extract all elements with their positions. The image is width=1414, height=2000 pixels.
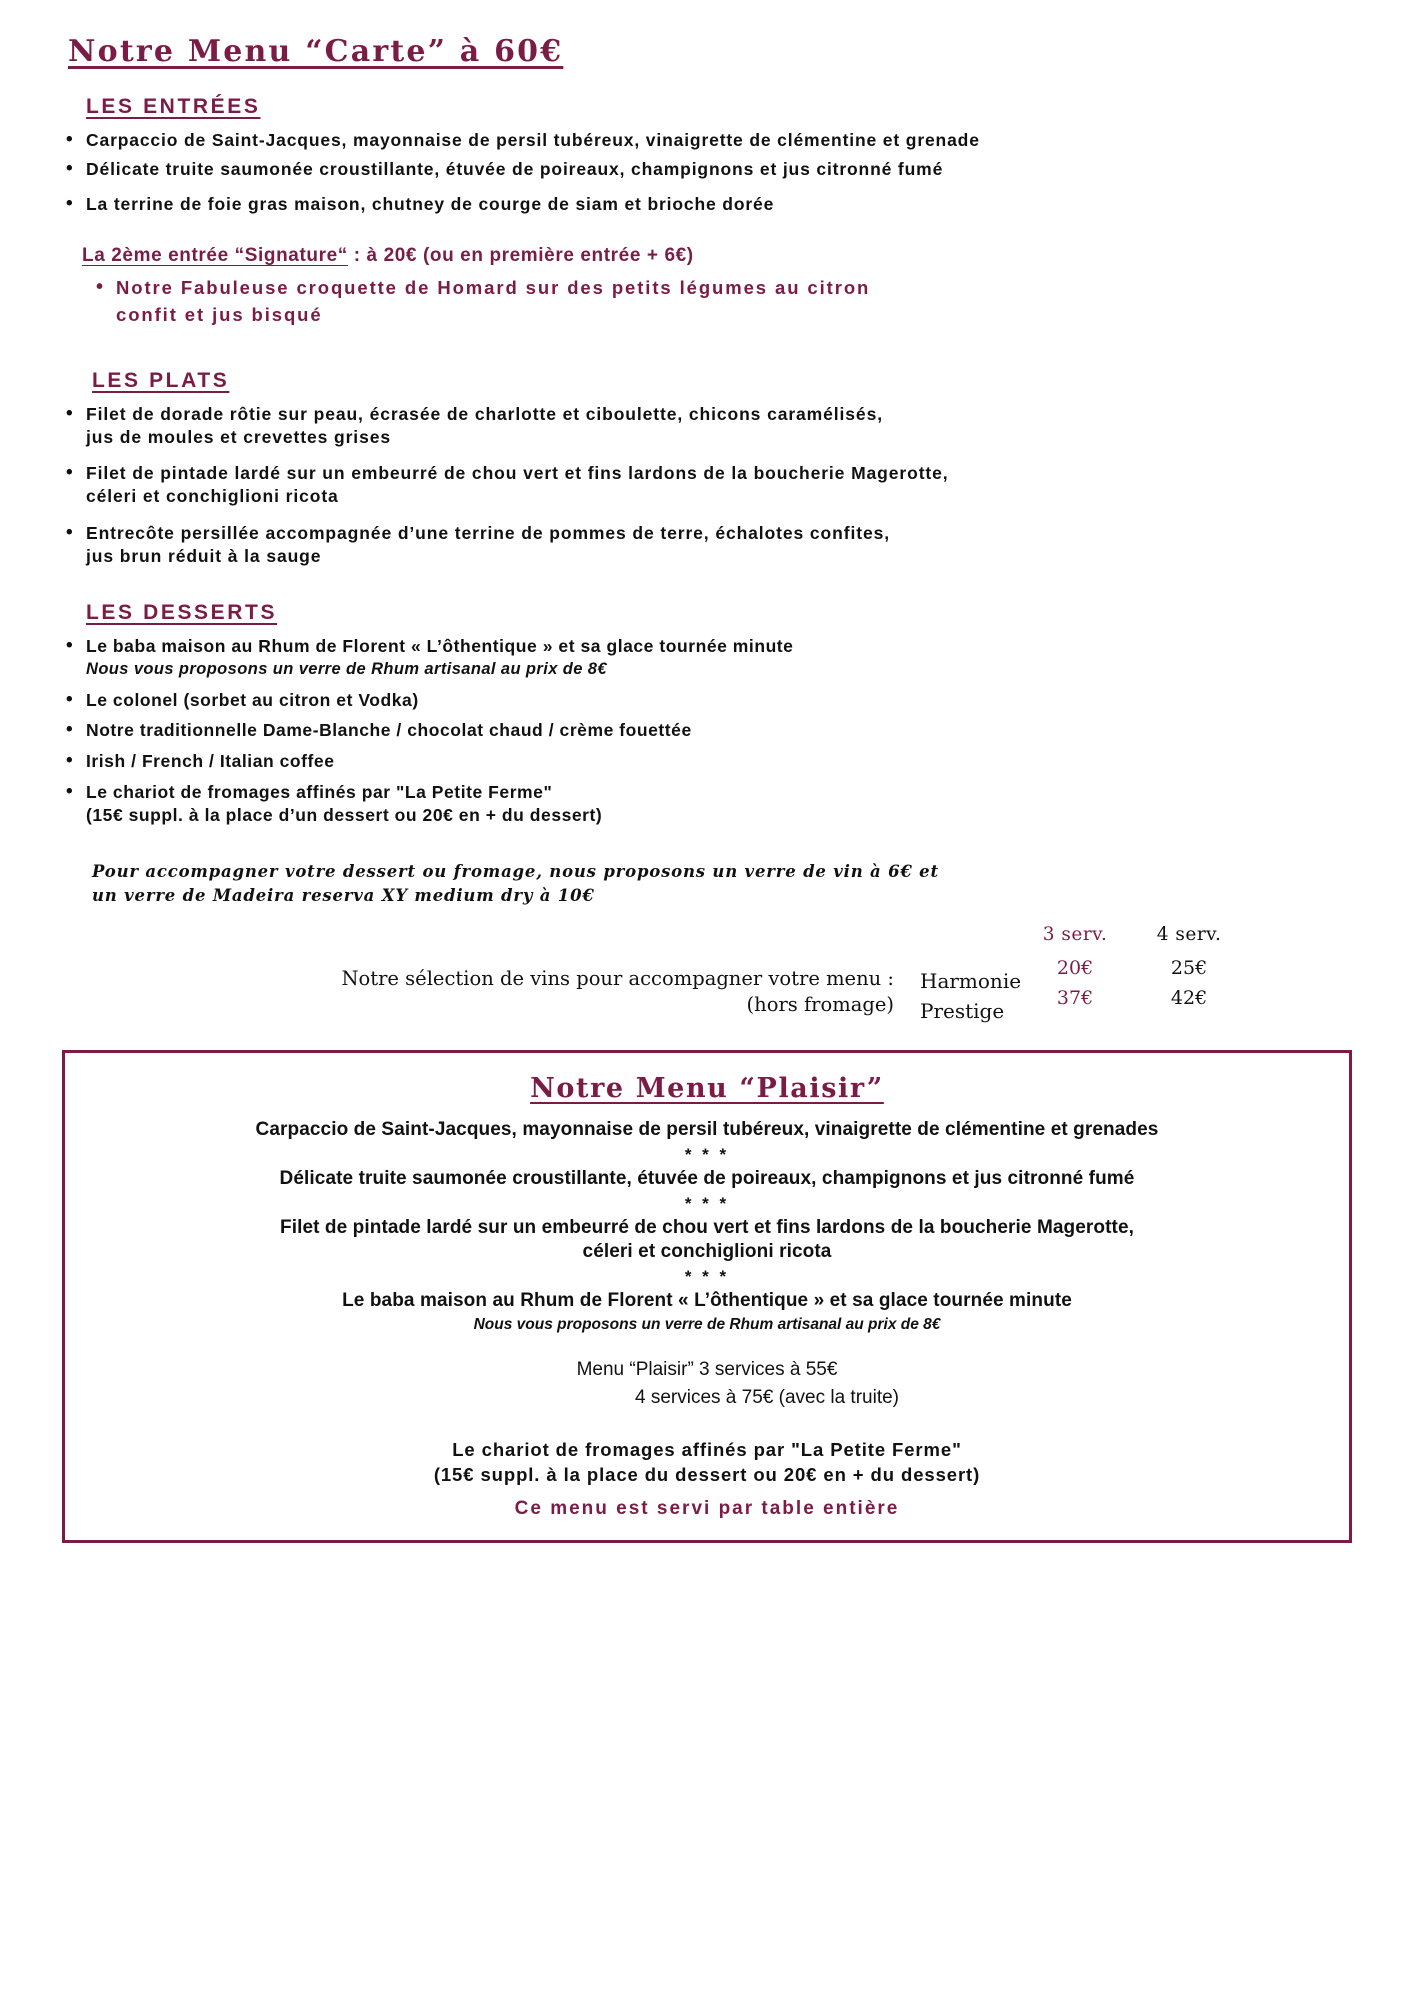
section-title-plats: LES PLATS <box>92 368 230 392</box>
plaisir-cheese-line-2: (15€ suppl. à la place du dessert ou 20€ en + du dessert) <box>433 1464 981 1486</box>
wine-row-name: Prestige <box>920 999 1005 1024</box>
plaisir-price-line-1: Menu “Plaisir” 3 services à 55€ <box>576 1358 838 1380</box>
plaisir-item: Délicate truite saumonée croustillante, étuvée de poireaux, champignons et jus citronné fumé <box>279 1167 1135 1189</box>
page-title: Notre Menu “Carte” à 60€ <box>68 34 564 69</box>
list-item: • La terrine de foie gras maison, chutney de courge de siam et brioche dorée <box>56 193 1380 216</box>
dessert-line-1: • Le baba maison au Rhum de Florent « L’ôthentique » et sa glace tournée minute <box>86 636 794 657</box>
plat-line-1: • Filet de pintade lardé sur un embeurré de chou vert et fins lardons de la boucherie Magerotte, <box>86 463 949 484</box>
column-header: 4 serv. <box>1156 924 1222 946</box>
plat-line-2: jus brun réduit à la sauge <box>86 545 322 566</box>
plaisir-served-note: Ce menu est servi par table entière <box>514 1498 900 1520</box>
plaisir-item: Filet de pintade lardé sur un embeurré de chou vert et fins lardons de la boucherie Magerotte, <box>279 1216 1135 1238</box>
signature-line-1: • Notre Fabuleuse croquette de Homard sur des petits légumes au citron <box>116 277 871 299</box>
list-item <box>56 462 1380 508</box>
plaisir-cheese-line-1: Le chariot de fromages affinés par "La Petite Ferme" <box>452 1438 962 1460</box>
signature-heading <box>82 245 1380 267</box>
list-item: • Carpaccio de Saint-Jacques, mayonnaise de persil tubéreux, vinaigrette de clémentine et grenade <box>56 129 1380 152</box>
plaisir-price-line-2: 4 services à 75€ (avec la truite) <box>634 1387 899 1409</box>
signature-line-2: confit et jus bisqué <box>116 304 323 326</box>
list-item <box>56 403 1380 449</box>
dessert-line-2: (15€ suppl. à la place d’un dessert ou 20€ en + du dessert) <box>86 804 603 825</box>
plat-line-2: jus de moules et crevettes grises <box>86 426 391 447</box>
list-item: • Le colonel (sorbet au citron et Vodka) <box>56 689 1380 712</box>
list-item <box>56 781 1380 827</box>
signature-list <box>34 275 1380 329</box>
entrees-list <box>34 129 1380 215</box>
plat-line-1: • Filet de dorade rôtie sur peau, écrasée de charlotte et ciboulette, chicons caramélisés, <box>86 403 883 424</box>
plat-line-1: • Entrecôte persillée accompagnée d’une terrine de pommes de terre, échalotes confites, <box>86 522 890 543</box>
wine-price: 37€ <box>1056 987 1094 1010</box>
separator-stars: * * * <box>684 1144 730 1164</box>
wine-note <box>92 860 1380 908</box>
list-item <box>56 522 1380 568</box>
wine-note-line-2: un verre de Madeira reserva XY medium dry à 10€ <box>92 886 595 906</box>
plaisir-item: Le baba maison au Rhum de Florent « L’ôthentique » et sa glace tournée minute <box>342 1289 1072 1311</box>
menu-plaisir-box <box>62 1050 1352 1543</box>
plaisir-item-note: Nous vous proposons un verre de Rhum artisanal au prix de 8€ <box>473 1315 941 1333</box>
plaisir-title: Notre Menu “Plaisir” <box>530 1073 884 1105</box>
plaisir-item: Carpaccio de Saint-Jacques, mayonnaise de persil tubéreux, vinaigrette de clémentine et grenades <box>255 1119 1159 1141</box>
column-header: 3 serv. <box>1042 924 1108 946</box>
dessert-line-1: • Le chariot de fromages affinés par "La Petite Ferme" <box>86 781 553 802</box>
wine-note-line-1: Pour accompagner votre dessert ou fromage, nous proposons un verre de vin à 6€ et <box>92 862 939 882</box>
list-item: • Délicate truite saumonée croustillante, étuvée de poireaux, champignons et jus citronné fumé <box>56 158 1380 181</box>
desserts-list <box>34 635 1380 826</box>
list-item: • Notre traditionnelle Dame-Blanche / chocolat chaud / crème fouettée <box>56 719 1380 742</box>
plats-list <box>34 403 1380 568</box>
wine-row-name: Harmonie <box>920 969 1022 994</box>
list-item <box>94 275 1380 329</box>
dessert-note: Nous vous proposons un verre de Rhum artisanal au prix de 8€ <box>86 660 607 679</box>
list-item: • Irish / French / Italian coffee <box>56 750 1380 773</box>
wine-price: 25€ <box>1170 957 1208 980</box>
signature-heading-rest: : à 20€ (ou en première entrée + 6€) <box>347 245 694 267</box>
wine-price: 42€ <box>1170 987 1208 1010</box>
signature-heading-underlined: La 2ème entrée “Signature“ <box>82 245 348 267</box>
plaisir-item-line-2: céleri et conchiglioni ricota <box>582 1241 832 1263</box>
wine-column-4-serv <box>1129 924 1249 1013</box>
wine-pairing-table <box>34 924 1380 1026</box>
wine-row-names <box>894 924 1021 1026</box>
section-title-desserts: LES DESSERTS <box>86 601 278 625</box>
plat-line-2: céleri et conchiglioni ricota <box>86 486 339 507</box>
separator-stars: * * * <box>684 1266 730 1286</box>
wine-intro-line-2: (hors fromage) <box>746 993 894 1017</box>
wine-price: 20€ <box>1056 957 1094 980</box>
separator-stars: * * * <box>684 1193 730 1213</box>
wine-column-3-serv <box>1021 924 1129 1013</box>
wine-table-intro <box>134 924 894 1019</box>
wine-intro-line-1: Notre sélection de vins pour accompagner votre menu : <box>341 967 894 991</box>
list-item <box>56 635 1380 680</box>
section-title-entrees: LES ENTRÉES <box>86 95 261 118</box>
